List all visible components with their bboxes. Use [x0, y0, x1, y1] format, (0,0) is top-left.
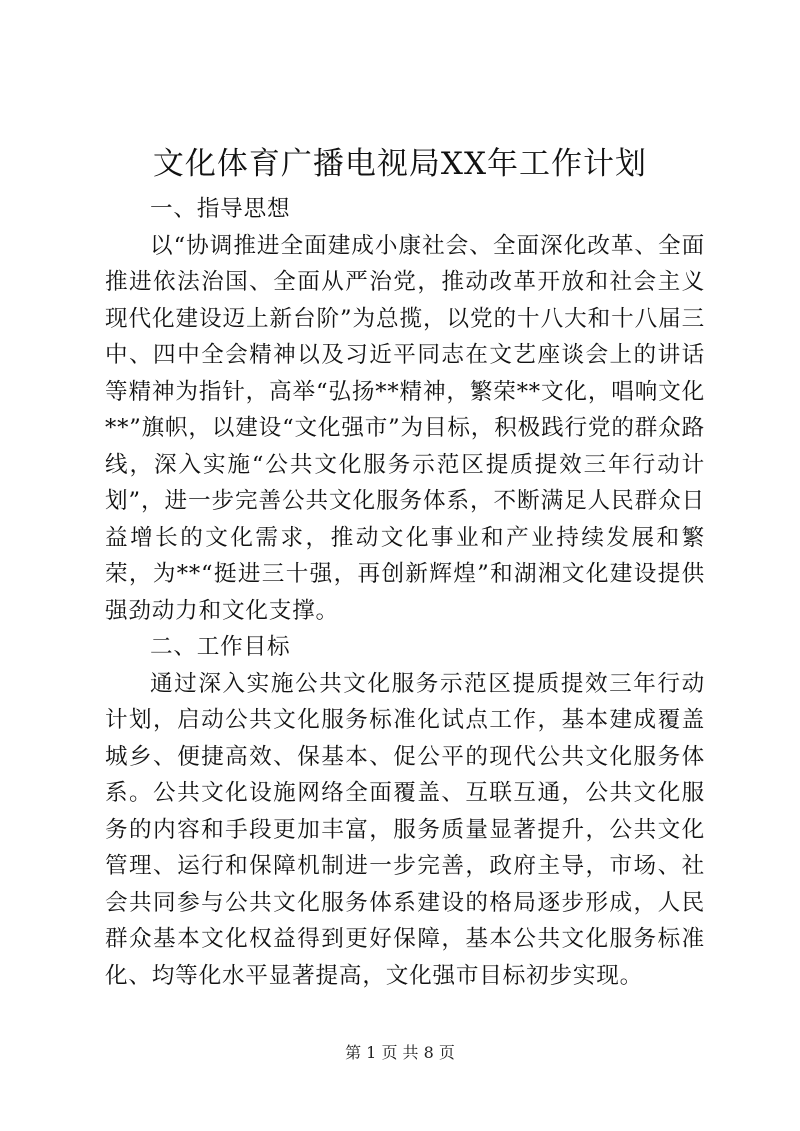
document-title: 文化体育广播电视局XX年工作计划 [152, 146, 648, 182]
page-footer: 第 1 页 共 8 页 [345, 1043, 455, 1062]
section-paragraph-work-goals: 通过深入实施公共文化服务示范区提质提效三年行动计划，启动公共文化服务标准化试点工作，基本建成覆盖城乡、便捷高效、保基本、促公平的现代公共文化服务体系。公共文化设施网络全面覆盖、互联互通，公共文化服务的内容和手段更加丰富，服务质量显著提升，公共文化管理、运行和保障机制进一步完善，政府主导，市场、社会共同参与公共文化服务体系建设的格局逐步形成，人民群众基本文化权益得到更好保障，基本公共文化服务标准化、均等化水平显著提高，文化强市目标初步实现。 [105, 670, 705, 989]
section-paragraph-guiding-ideology: 以“协调推进全面建成小康社会、全面深化改革、全面推进依法治国、全面从严治党，推动改革开放和社会主义现代化建设迈上新台阶”为总揽，以党的十八大和十八届三中、四中全会精神以及习近平同志在文艺座谈会上的讲话等精神为指针，高举“弘扬**精神，繁荣**文化，唱响文化**”旗帜，以建设“文化强市”为目标，积极践行党的群众路线，深入实施“公共文化服务示范区提质提效三年行动计划”，进一步完善公共文化服务体系，不断满足人民群众日益增长的文化需求，推动文化事业和产业持续发展和繁荣，为**“挺进三十强，再创新辉煌”和湖湘文化建设提供强劲动力和文化支撑。 [105, 232, 705, 624]
document-body [105, 191, 705, 994]
section-heading-work-goals: 二、工作目标 [150, 634, 291, 660]
section-heading-guiding-ideology: 一、指导思想 [150, 196, 291, 222]
